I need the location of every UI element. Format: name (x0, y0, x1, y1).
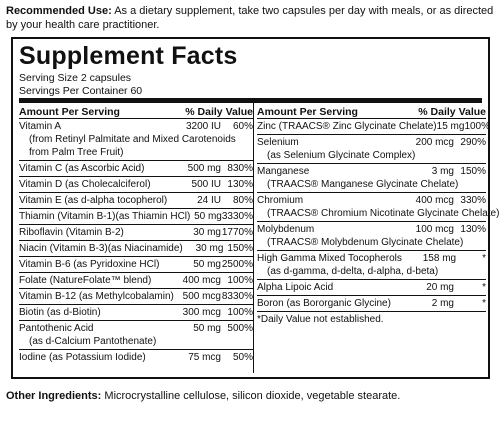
nutrient-dv: 100% (227, 275, 253, 286)
nutrient-source: (as Selenium Glycinate Complex) (267, 150, 416, 161)
nutrient-name: Iodine (as Potassium Iodide) (19, 352, 146, 363)
right-column (257, 105, 500, 326)
nutrient-amount: 2 mg (431, 298, 454, 309)
nutrient-dv: 150% (227, 243, 253, 254)
nutrient-name: Thiamin (Vitamin B-1)(as Thiamin HCl) (19, 211, 191, 222)
nutrient-name: Boron (as Bororganic Glycine) (257, 298, 391, 309)
recommended-use-text: As a dietary supplement, take two capsules per day with meals, or as directed by your health care practitioner. (6, 5, 494, 31)
nutrient-row (19, 305, 253, 321)
nutrient-amount: 30 mg (195, 243, 224, 254)
nutrient-name: Vitamin B-12 (as Methylcobalamin) (19, 291, 174, 302)
recommended-use-label: Recommended Use: (6, 5, 112, 17)
nutrient-dv: 2500% (221, 259, 253, 270)
nutrient-dv: 60% (232, 121, 253, 132)
nutrient-source: from Palm Tree Fruit) (29, 147, 124, 158)
nutrient-row (19, 241, 253, 257)
nutrient-source: (as d-gamma, d-delta, d-alpha, d-beta) (267, 266, 439, 277)
nutrient-row (19, 119, 253, 161)
nutrient-amount: 24 IU (197, 195, 221, 206)
nutrient-row (19, 273, 253, 289)
nutrient-row (257, 280, 486, 296)
nutrient-name: High Gamma Mixed Tocopherols (257, 253, 402, 264)
serving-size: Serving Size 2 capsules (19, 72, 132, 84)
nutrient-amount: 3200 IU (185, 121, 221, 132)
servings-per-container: Servings Per Container 60 (19, 85, 143, 97)
nutrient-source: (from Retinyl Palmitate and Mixed Carotenoids (29, 134, 236, 145)
nutrient-row (19, 321, 253, 350)
nutrient-name: Selenium (257, 137, 299, 148)
nutrient-amount: 20 mg (426, 282, 454, 293)
column-divider (253, 98, 254, 373)
amount-header: Amount Per Serving (257, 106, 358, 118)
nutrient-row (257, 164, 486, 193)
nutrient-source: (TRAACS® Chromium Nicotinate Glycinate Chelate) (267, 208, 500, 219)
nutrient-dv: 130% (460, 224, 486, 235)
nutrient-amount: 500 mcg (182, 291, 221, 302)
nutrient-dv: 830% (227, 163, 253, 174)
panel-title: Supplement Facts (19, 42, 238, 70)
nutrient-name: Vitamin B-6 (as Pyridoxine HCl) (19, 259, 160, 270)
nutrient-row (19, 161, 253, 177)
nutrient-name: Chromium (257, 195, 304, 206)
nutrient-dv: 100% (227, 307, 253, 318)
nutrient-source: (as d-Calcium Pantothenate) (29, 336, 157, 347)
nutrient-row (19, 193, 253, 209)
other-ingredients-text: Microcrystalline cellulose, silicon dioxide, vegetable stearate. (104, 390, 401, 402)
nutrient-name: Vitamin E (as d-alpha tocopherol) (19, 195, 168, 206)
nutrient-amount: 158 mg (422, 253, 457, 264)
nutrient-amount: 15 mg (436, 121, 465, 132)
nutrient-name: Niacin (Vitamin B-3)(as Niacinamide) (19, 243, 183, 254)
nutrient-name: Alpha Lipoic Acid (257, 282, 334, 293)
other-ingredients-label: Other Ingredients: (6, 390, 102, 402)
nutrient-name: Pantothenic Acid (19, 323, 94, 334)
nutrient-row (257, 193, 500, 222)
nutrient-row (257, 135, 486, 164)
supplement-facts-panel (11, 37, 500, 379)
nutrient-source: (TRAACS® Molybdenum Glycinate Chelate) (267, 237, 464, 248)
nutrient-row (257, 251, 486, 280)
nutrient-amount: 400 mcg (415, 195, 454, 206)
nutrient-amount: 500 IU (191, 179, 221, 190)
nutrient-amount: 50 mg (194, 211, 222, 222)
nutrient-name: Biotin (as d-Biotin) (19, 307, 101, 318)
nutrient-name: Molybdenum (257, 224, 315, 235)
nutrient-amount: 75 mcg (188, 352, 221, 363)
nutrient-row (19, 225, 253, 241)
nutrient-row (19, 289, 253, 305)
nutrient-dv: 150% (460, 166, 486, 177)
amount-header: Amount Per Serving (19, 106, 120, 118)
left-column (19, 105, 253, 365)
nutrient-name: Vitamin A (19, 121, 62, 132)
daily-value-footnote: *Daily Value not established. (257, 314, 384, 325)
nutrient-dv: 500% (227, 323, 253, 334)
left-header (19, 105, 253, 119)
nutrient-name: Riboflavin (Vitamin B-2) (19, 227, 124, 238)
nutrient-amount: 300 mcg (182, 307, 221, 318)
dv-header: % Daily Value (185, 106, 253, 118)
other-ingredients (6, 389, 400, 403)
nutrient-amount: 400 mcg (182, 275, 221, 286)
nutrient-row (257, 119, 491, 135)
thick-divider (19, 98, 482, 103)
recommended-use (6, 4, 496, 32)
nutrient-dv: * (482, 282, 486, 293)
nutrient-name: Folate (NatureFolate™ blend) (19, 275, 152, 286)
nutrient-dv: * (482, 253, 486, 264)
nutrient-dv: 3330% (221, 211, 253, 222)
nutrient-name: Manganese (257, 166, 310, 177)
nutrient-amount: 500 mg (187, 163, 221, 174)
nutrient-dv: 1770% (221, 227, 253, 238)
nutrient-dv: 130% (227, 179, 253, 190)
nutrient-amount: 50 mg (193, 259, 221, 270)
nutrient-amount: 100 mcg (415, 224, 454, 235)
nutrient-row (19, 209, 253, 225)
nutrient-dv: * (482, 298, 486, 309)
nutrient-row (19, 177, 253, 193)
nutrient-source: (TRAACS® Manganese Glycinate Chelate) (267, 179, 459, 190)
nutrient-row (257, 296, 486, 312)
nutrient-row (257, 222, 486, 251)
nutrient-amount: 30 mg (193, 227, 221, 238)
nutrient-dv: 8330% (221, 291, 253, 302)
dv-header: % Daily Value (418, 106, 486, 118)
nutrient-amount: 3 mg (431, 166, 454, 177)
nutrient-dv: 50% (232, 352, 253, 363)
nutrient-dv: 80% (232, 195, 253, 206)
nutrient-dv: 290% (460, 137, 486, 148)
nutrient-row (19, 257, 253, 273)
nutrient-row (19, 350, 253, 365)
nutrient-dv: 100% (464, 121, 491, 132)
nutrient-name: Zinc (TRAACS® Zinc Glycinate Chelate) (257, 121, 437, 132)
nutrient-name: Vitamin D (as Cholecalciferol) (19, 179, 151, 190)
nutrient-dv: 330% (460, 195, 486, 206)
nutrient-name: Vitamin C (as Ascorbic Acid) (19, 163, 145, 174)
nutrient-amount: 50 mg (193, 323, 221, 334)
nutrient-amount: 200 mcg (415, 137, 454, 148)
right-header (257, 105, 486, 119)
